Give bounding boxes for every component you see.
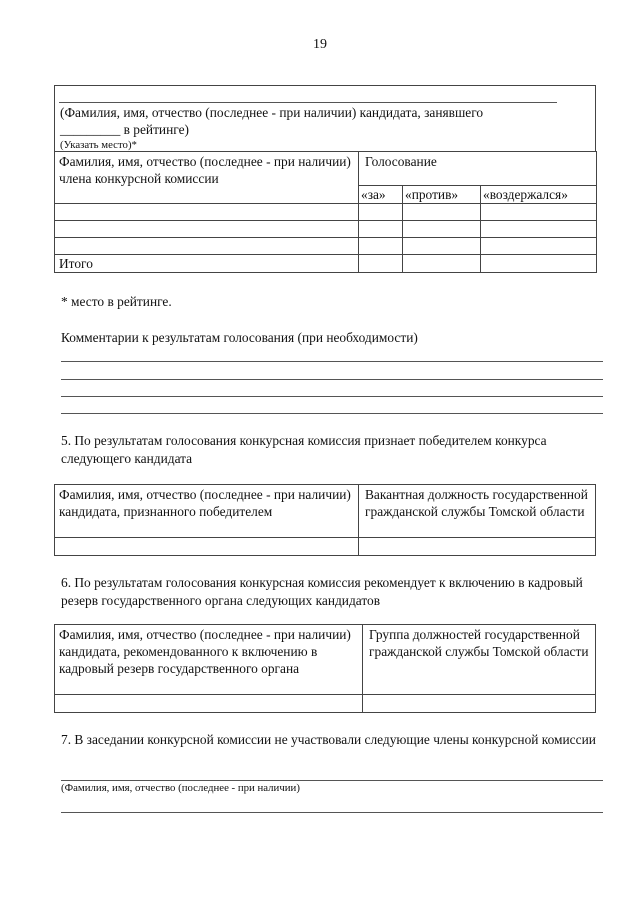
rating-box: [54, 85, 596, 152]
absent-members-caption: (Фамилия, имя, отчество (последнее - при наличии): [61, 782, 300, 794]
vacancy-header: Вакантная должность государственной гражданской службы Томской области: [359, 485, 596, 538]
section-5-text: 5. По результатам голосования конкурсная комиссия признает победителем конкурса следующего кандидата: [61, 433, 547, 466]
reserve-table: [54, 624, 596, 713]
table-row: [55, 204, 597, 221]
place-note: (Указать место)*: [60, 139, 137, 151]
table-row: [55, 238, 597, 255]
voting-header: Голосование: [359, 152, 597, 186]
winner-name-header: Фамилия, имя, отчество (последнее - при наличии) кандидата, признанного победителем: [55, 485, 359, 538]
position-group-header: Группа должностей государственной гражданской службы Томской области: [363, 625, 596, 695]
rating-place-line: _________ в рейтинге): [60, 122, 189, 137]
comments-label: Комментарии к результатам голосования (при необходимости): [61, 330, 418, 345]
comment-line: [61, 396, 603, 397]
table-row: [55, 695, 596, 713]
candidate-caption: (Фамилия, имя, отчество (последнее - при наличии) кандидата, занявшего: [60, 105, 484, 120]
vote-abstain-header: «воздержался»: [481, 186, 597, 204]
member-name-header: Фамилия, имя, отчество (последнее - при наличии) члена конкурсной комиссии: [55, 152, 359, 204]
reserve-name-header: Фамилия, имя, отчество (последнее - при наличии) кандидата, рекомендованного к включению в кадровый резерв государственного органа: [55, 625, 363, 695]
table-row: [55, 538, 596, 556]
comment-line: [61, 361, 603, 362]
vote-against-header: «против»: [403, 186, 481, 204]
section-7-text: 7. В заседании конкурсной комиссии не участвовали следующие члены конкурсной комиссии: [61, 732, 596, 747]
footnote: * место в рейтинге.: [61, 294, 172, 309]
total-row: [55, 255, 597, 273]
page-number: 19: [313, 37, 327, 52]
absent-members-line: [61, 780, 603, 781]
voting-table: [54, 151, 597, 273]
comment-line: [61, 379, 603, 380]
winner-table: [54, 484, 596, 556]
section-6-text: 6. По результатам голосования конкурсная комиссия рекомендует к включению в кадровый резерв государственного органа следующих кандидатов: [61, 575, 583, 608]
candidate-name-line: [59, 102, 557, 103]
vote-for-header: «за»: [359, 186, 403, 204]
table-row: [55, 221, 597, 238]
comment-line: [61, 413, 603, 414]
total-label: Итого: [55, 255, 359, 273]
absent-members-line: [61, 812, 603, 813]
